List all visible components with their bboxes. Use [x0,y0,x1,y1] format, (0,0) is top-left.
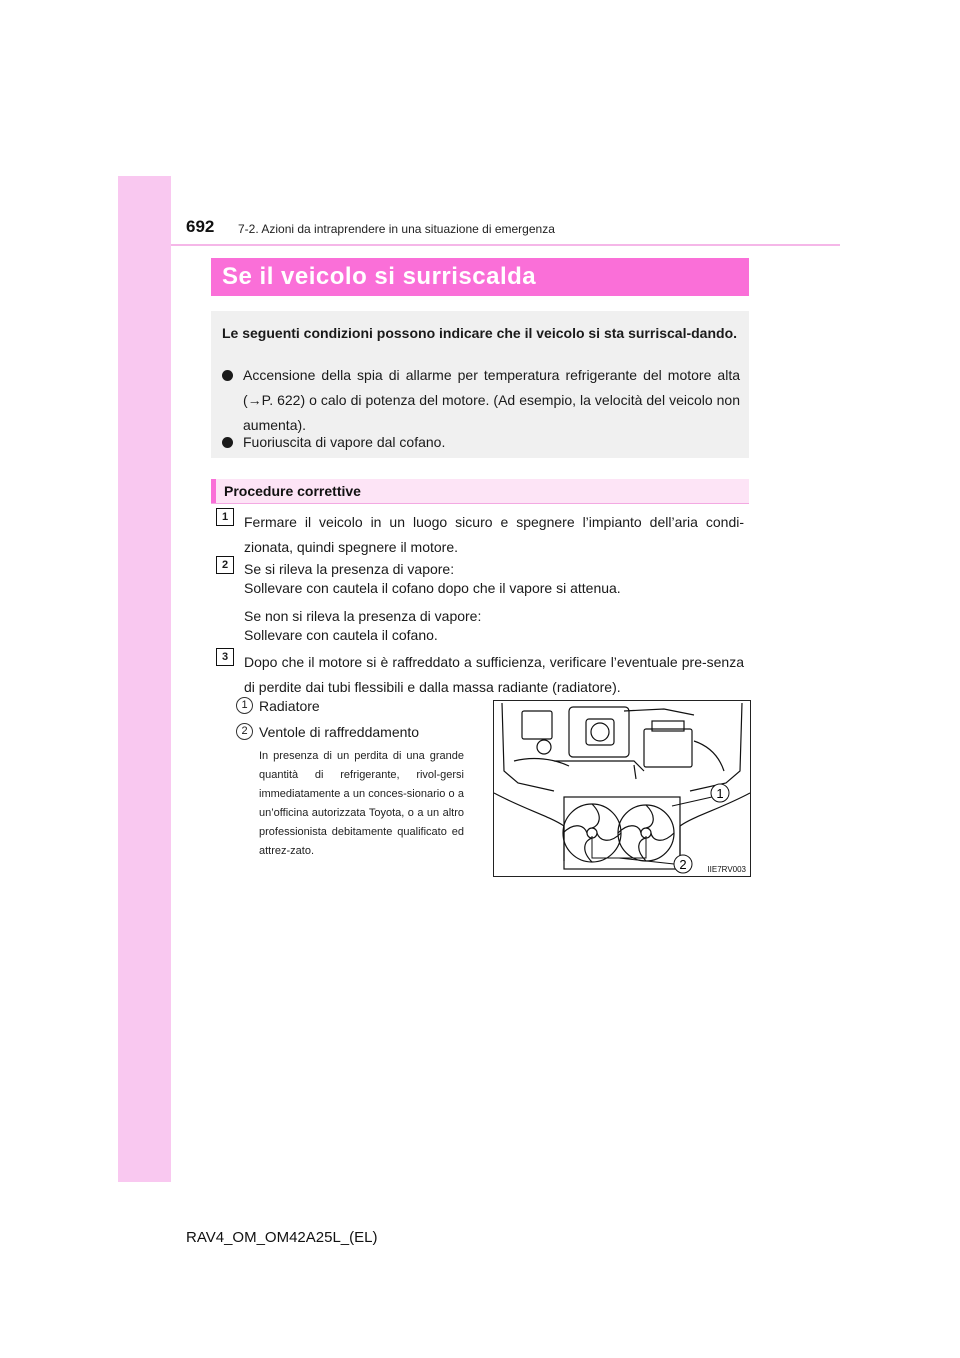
section-header: 7-2. Azioni da intraprendere in una situazione di emergenza [238,222,555,236]
legend-label: Ventole di raffreddamento [259,724,420,740]
warning-note: In presenza di un perdita di una grande quantità di refrigerante, rivol-gersi immediatamente a un conces-sionario o a un’officina autorizzata Toyota, o a un altro professionista debitamente qualificato ed attrez-zato. [259,750,464,857]
engine-bay-illustration [494,701,750,876]
step-text: Fermare il veicolo in un luogo sicuro e spegnere l’impianto dell’aria condi-zionata, quindi spegnere il motore. [244,514,744,555]
page-title-bar [211,258,749,296]
callout-line-1 [672,797,712,806]
step-text: Sollevare con cautela il cofano. [244,627,438,643]
header-rule [171,244,840,246]
step-text: Sollevare con cautela il cofano dopo che il vapore si attenua. [244,580,621,596]
step-text: Se non si rileva la presenza di vapore: [244,608,482,624]
callout-line-2 [619,858,674,864]
procedure-heading-bar [211,479,749,504]
callout-label-2: 2 [679,857,687,872]
engine-figure [493,700,751,877]
page-title: Se il veicolo si surriscalda [222,263,537,290]
figure-code: IIE7RV003 [707,865,746,874]
legend-number: 2 [236,723,253,740]
callout-label-1: 1 [716,786,724,801]
bullet-icon [222,437,233,448]
side-band [118,176,171,1182]
bullet-item [222,363,740,438]
bullet-icon [222,370,233,381]
step-text: Se si rileva la presenza di vapore: [244,561,455,577]
procedure-heading: Procedure correttive [224,483,361,499]
page-number: 692 [186,217,215,236]
hood-edge-right [690,703,742,791]
intro-text: Le seguenti condizioni possono indicare che il veicolo si sta surriscal-dando. [222,325,738,341]
step-number-box: 1 [216,508,234,526]
bullet-text: Fuoriuscita di vapore dal cofano. [243,434,446,450]
hood-edge-left [502,703,554,791]
legend-number: 1 [236,697,253,714]
legend-label: Radiatore [259,698,320,714]
step-number-box: 3 [216,648,234,666]
step-text: Dopo che il motore si è raffreddato a sufficienza, verificare l’eventuale pre-senza di perdite dai tubi flessibili e dalla massa radiante (radiatore). [244,654,744,695]
heading-accent [211,479,216,503]
bullet-item [222,430,740,455]
step-number-box: 2 [216,556,234,574]
page-footer: RAV4_OM_OM42A25L_(EL) [186,1229,378,1246]
bullet-text: Accensione della spia di allarme per temperatura refrigerante del motore alta (→P. 622) o calo di potenza del motore. (Ad esempio, la velocità del veicolo non aumenta). [243,367,740,433]
